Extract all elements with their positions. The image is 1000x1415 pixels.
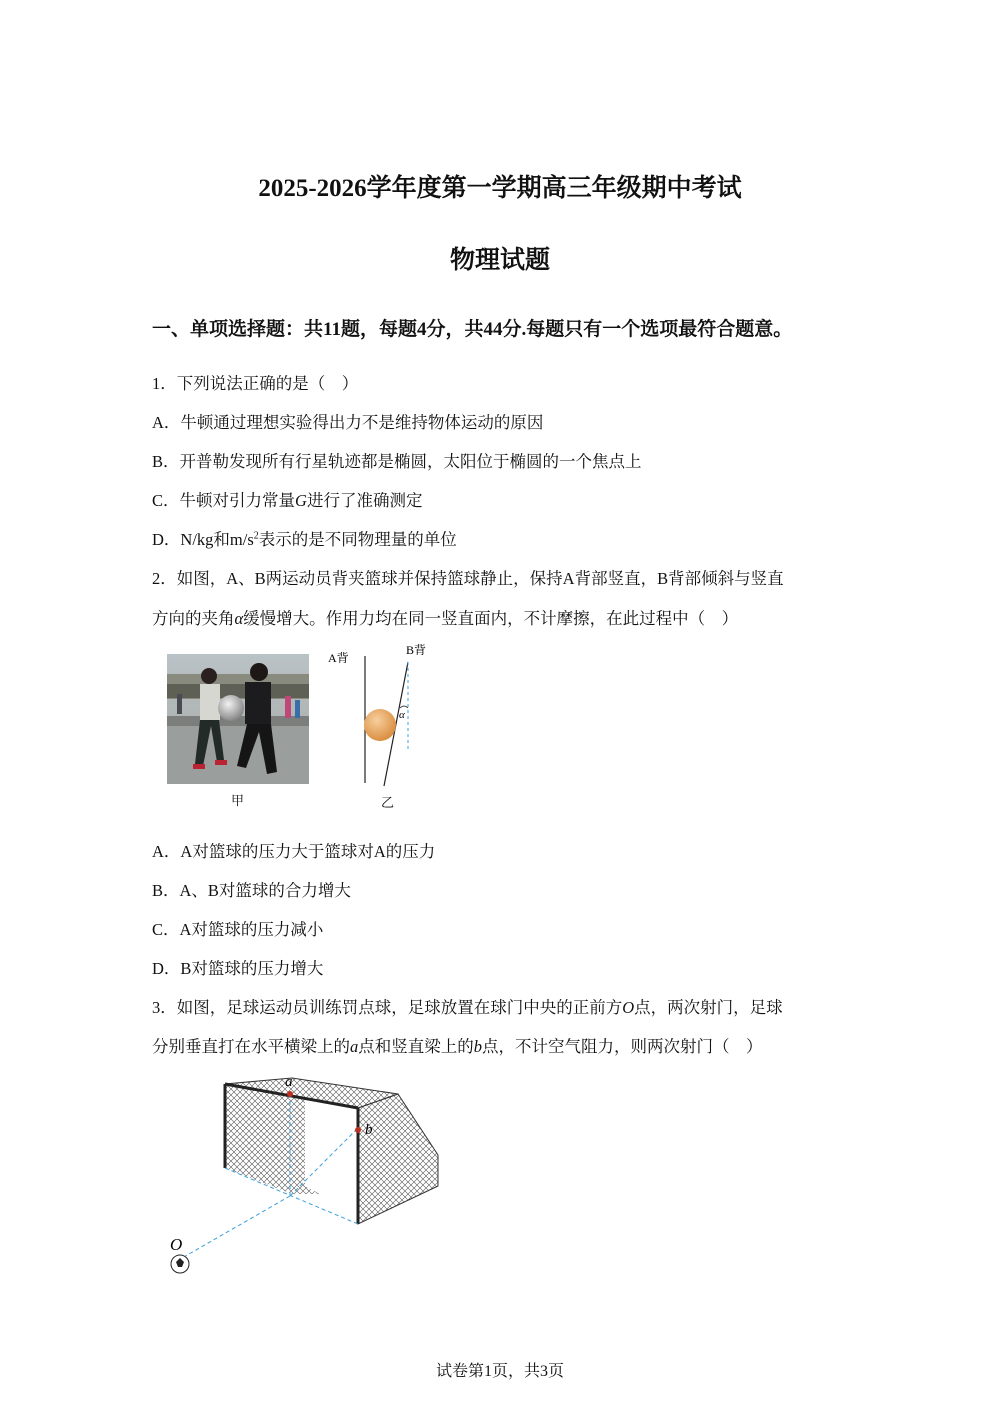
label-a: a [285, 1074, 293, 1090]
stem-text: 3．如图，足球运动员训练罚点球，足球放置在球门中央的正前方 [152, 998, 623, 1017]
symbol-alpha: α [234, 609, 244, 628]
question-2-option-a: A．A对篮球的压力大于篮球对A的压力 [152, 842, 436, 861]
question-3-stem-line1 [152, 994, 783, 1018]
question-2-option-c: C．A对篮球的压力减小 [152, 920, 324, 939]
option-c-text-end: 进行了准确测定 [306, 491, 423, 510]
basketball [364, 709, 396, 741]
label-b: b [365, 1122, 373, 1138]
question-1-option-c [152, 487, 422, 511]
stem-text: 方向的夹角 [152, 609, 235, 628]
label-alpha: α [399, 709, 405, 721]
question-2-option-b: B．A、B对篮球的合力增大 [152, 881, 351, 900]
option-c-text: C．牛顿对引力常量 [152, 491, 296, 510]
figure-jia-photo [167, 654, 309, 784]
stem-text: 分别垂直打在水平横梁上的 [152, 1037, 350, 1056]
stem-text-end: 缓慢增大。作用力均在同一竖直面内，不计摩擦，在此过程中（ ） [243, 609, 739, 628]
exam-subtitle: 物理试题 [449, 247, 550, 274]
point-b [355, 1127, 361, 1133]
question-1-stem: 1．下列说法正确的是（ ） [152, 374, 359, 393]
label-a-back: A背 [328, 651, 349, 665]
figure-jia-caption: 甲 [231, 793, 245, 808]
page-footer: 试卷第1页，共3页 [435, 1363, 564, 1380]
question-2-option-d: D．B对篮球的压力增大 [152, 959, 324, 978]
superscript-2: 2 [253, 530, 259, 542]
stem-text-end: 点，不计空气阻力，则两次射门（ ） [482, 1037, 763, 1056]
stem-text-end: 点，两次射门，足球 [634, 998, 783, 1017]
section-heading: 一、单项选择题：共11题，每题4分，共44分.每题只有一个选项最符合题意。 [152, 319, 793, 340]
label-b-back: B背 [406, 643, 427, 657]
symbol-a: a [350, 1037, 359, 1056]
figure-soccer-goal [162, 1068, 452, 1283]
question-1-option-d [152, 526, 457, 550]
stem-text-mid: 点和竖直梁上的 [358, 1037, 474, 1056]
figure-yi-caption: 乙 [381, 795, 395, 810]
question-1-option-a: A．牛顿通过理想实验得出力不是维持物体运动的原因 [152, 413, 544, 432]
option-d-text: D．N/kg和m/s [152, 530, 254, 549]
label-o: O [170, 1235, 183, 1254]
question-3-stem-line2 [152, 1033, 763, 1057]
point-a [287, 1091, 293, 1097]
symbol-o: O [622, 998, 635, 1017]
figure-yi-diagram [320, 638, 440, 813]
question-2-stem-line2 [152, 605, 738, 629]
symbol-g: G [295, 491, 307, 510]
question-1-option-b: B．开普勒发现所有行星轨迹都是椭圆，太阳位于椭圆的一个焦点上 [152, 452, 642, 471]
question-2-stem-line1: 2．如图，A、B两运动员背夹篮球并保持篮球静止，保持A背部竖直，B背部倾斜与竖直 [152, 569, 784, 588]
exam-title: 2025-2026学年度第一学期高三年级期中考试 [258, 175, 742, 202]
option-d-text-end: 表示的是不同物理量的单位 [258, 530, 457, 549]
symbol-b: b [473, 1037, 482, 1056]
